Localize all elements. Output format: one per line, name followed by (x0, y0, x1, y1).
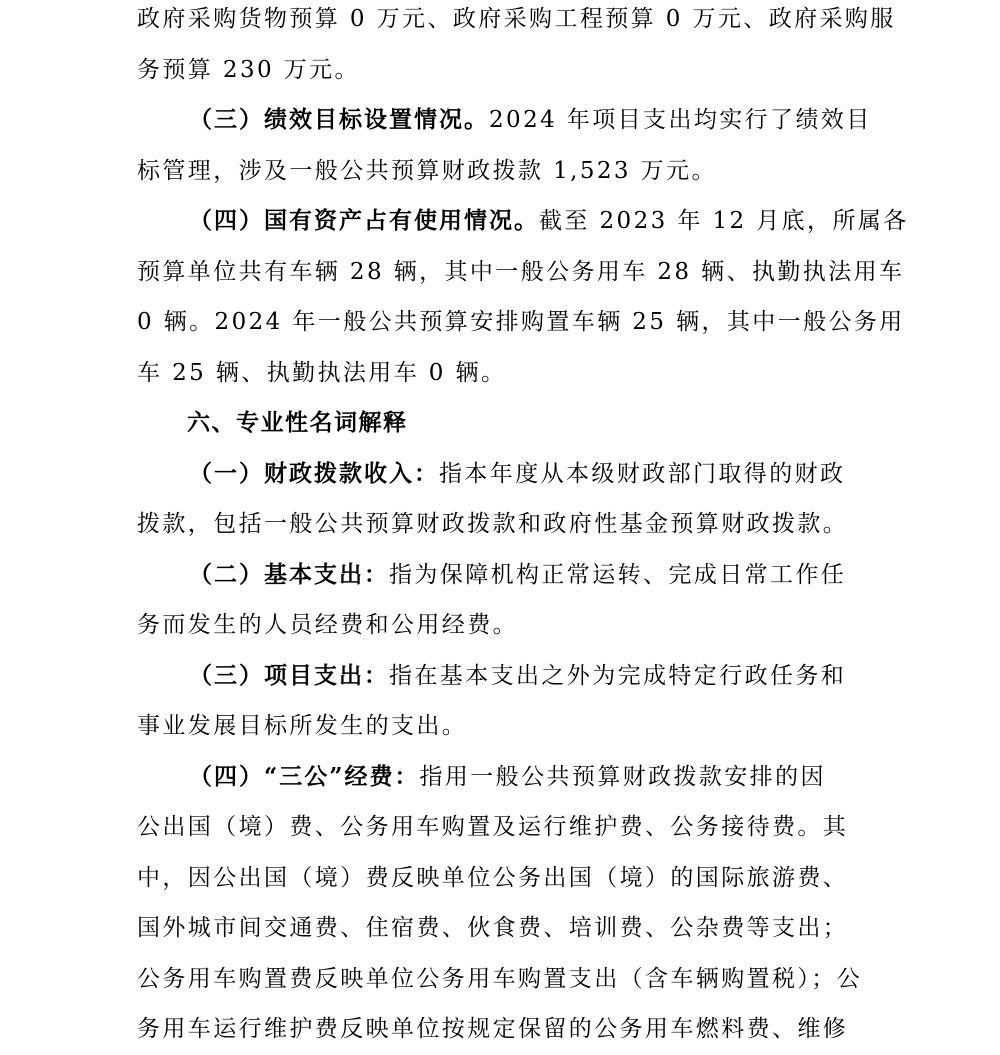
term-lead: （一）财政拨款收入： (189, 459, 439, 487)
text-line: 中，因公出国（境）费反映单位公务出国（境）的国际旅游费、 (137, 864, 849, 891)
term-project-expenditure (137, 651, 877, 752)
document-page (137, 0, 909, 1055)
term-text: 指在基本支出之外为完成特定行政任务和 (389, 662, 847, 689)
term-text: 指用一般公共预算财政拨款安排的因 (419, 763, 826, 790)
text-line: 公务用车购置费反映单位公务用车购置支出（含车辆购置税）；公 (137, 965, 863, 992)
text-line: 0 辆。2024 年一般公共预算安排购置车辆 25 辆，其中一般公务用 (137, 309, 905, 335)
term-basic-expenditure (137, 550, 877, 651)
term-lead: （二）基本支出： (189, 560, 389, 588)
term-text: 指本年度从本级财政部门取得的财政 (439, 460, 846, 487)
text-line (137, 550, 877, 601)
text-line: 务预算 230 万元。 (137, 56, 360, 83)
text-line (137, 196, 909, 247)
term-lead: （三）项目支出： (189, 661, 389, 689)
term-lead: （四）“三公”经费： (189, 762, 420, 790)
paragraph-text: 截至 2023 年 12 月底，所属各 (539, 208, 909, 234)
text-line (137, 449, 877, 500)
text-line: 公出国（境）费、公务用车购置及运行维护费、公务接待费。其 (137, 814, 849, 840)
paragraph-lead: （四）国有资产占有使用情况。 (189, 207, 539, 234)
term-fiscal-appropriation-income (137, 449, 877, 550)
text-line (137, 651, 877, 702)
term-text: 指为保障机构正常运转、完成日常工作任 (389, 561, 847, 588)
paragraph-performance-goals (137, 95, 877, 196)
text-line: 预算单位共有车辆 28 辆，其中一般公务用车 28 辆、执勤执法用车 (137, 258, 905, 285)
text-line: 事业发展目标所发生的支出。 (137, 713, 468, 739)
paragraph-procurement (137, 0, 896, 95)
paragraph-state-assets (137, 196, 909, 398)
text-line: 政府采购货物预算 0 万元、政府采购工程预算 0 万元、政府采购服 (137, 6, 896, 32)
text-line: 车 25 辆、执勤执法用车 0 辆。 (137, 359, 507, 386)
text-line (137, 752, 877, 803)
text-line: 拨款，包括一般公共预算财政拨款和政府性基金预算财政拨款。 (137, 511, 849, 537)
section-heading: 六、专业性名词解释 (187, 410, 408, 436)
text-line: 标管理，涉及一般公共预算财政拨款 1,523 万元。 (137, 157, 717, 184)
text-line: 务而发生的人员经费和公用经费。 (137, 612, 518, 638)
text-line: 国外城市间交通费、住宿费、伙食费、培训费、公杂费等支出； (137, 915, 849, 941)
term-three-public-expenses (137, 752, 877, 1055)
paragraph-text: 2024 年项目支出均实行了绩效目 (489, 107, 872, 133)
text-line (137, 95, 877, 146)
text-line: 务用车运行维护费反映单位按规定保留的公务用车燃料费、维修 (137, 1016, 849, 1042)
paragraph-lead: （三）绩效目标设置情况。 (189, 106, 489, 133)
